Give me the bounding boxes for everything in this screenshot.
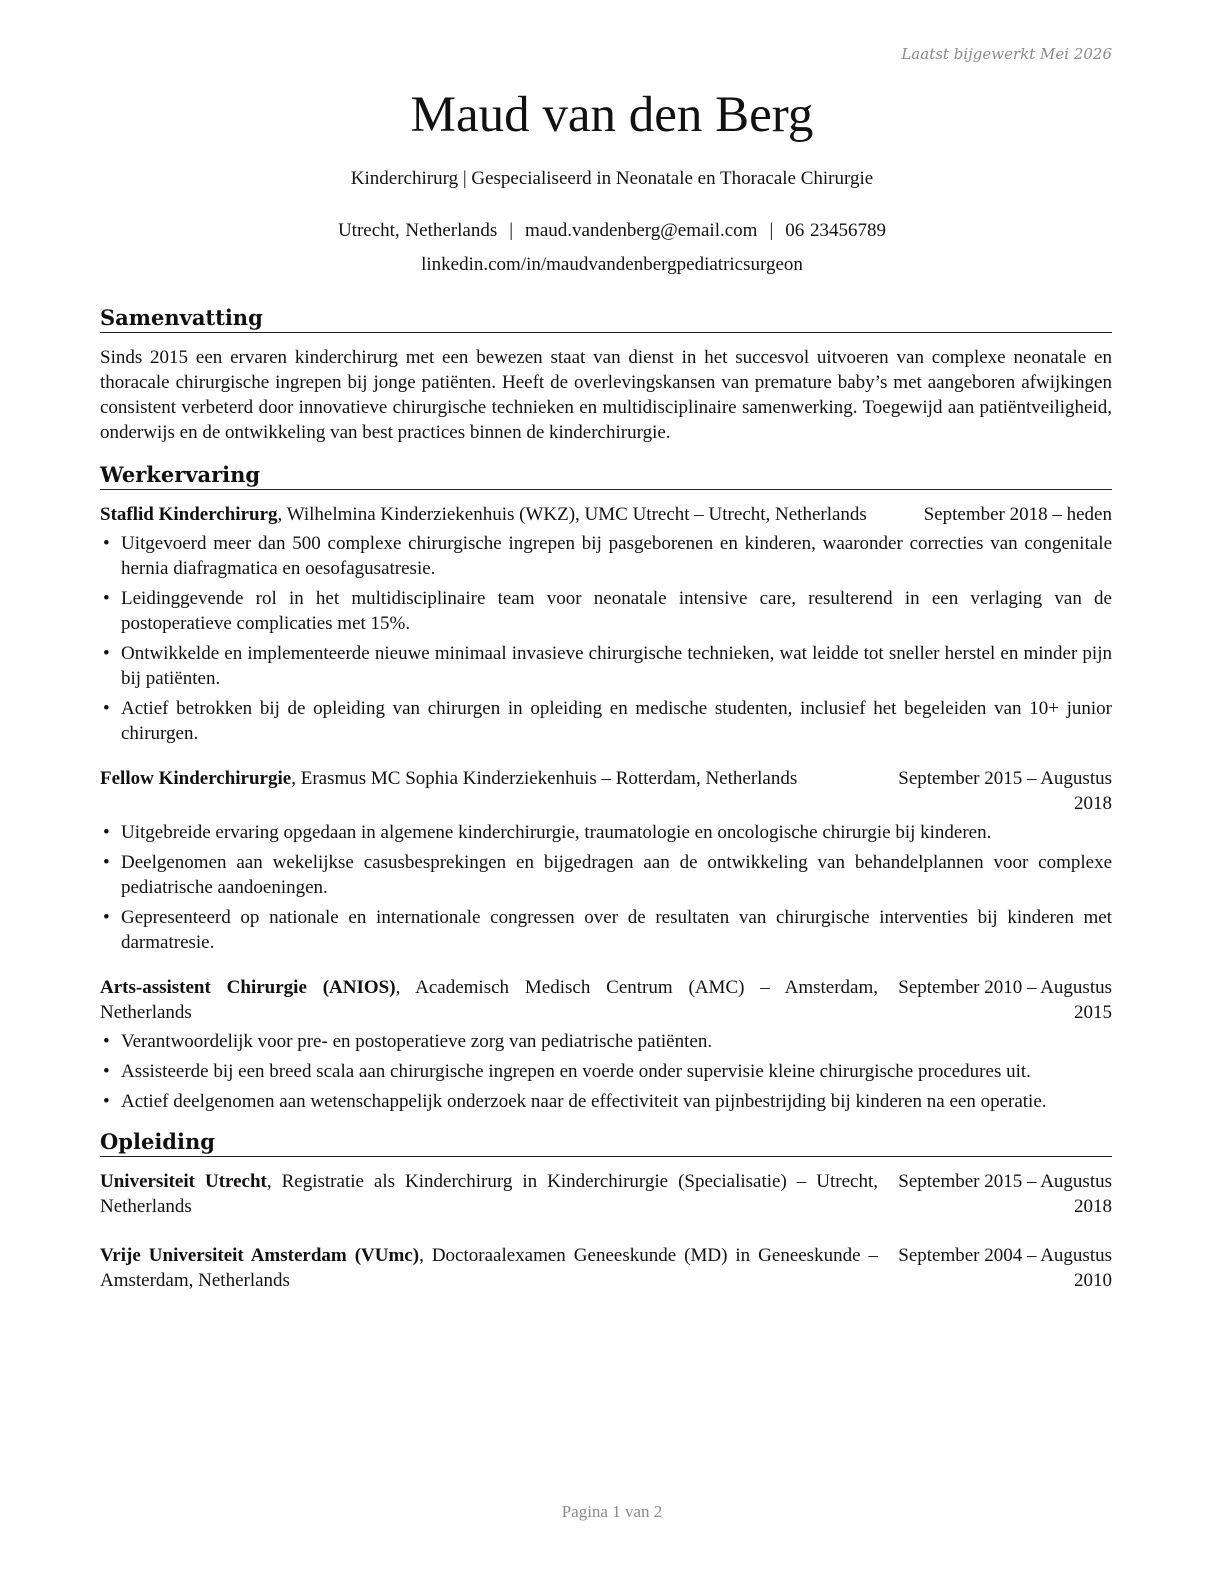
job-employer: , Academisch Medisch Centrum (AMC) – Amsterdam, Netherlands	[100, 977, 878, 1023]
job-header	[100, 975, 1112, 1025]
section-heading-summary: Samenvatting	[100, 304, 1112, 333]
education-entry	[100, 1169, 1112, 1219]
job-header	[100, 502, 1112, 527]
location-text: Utrecht, Netherlands	[337, 220, 498, 241]
list-item: • Actief deelgenomen aan wetenschappelijk onderzoek naar de effectiviteit van pijnbestrijding bij kinderen na een operatie.	[100, 1089, 1112, 1114]
education-entry	[100, 1243, 1112, 1293]
job-bullets	[100, 820, 1112, 955]
education-header	[100, 1169, 1112, 1219]
list-item: • Actief betrokken bij de opleiding van chirurgen in opleiding en medische studenten, inclusief het begeleiden van 10+ junior chirurgen.	[100, 696, 1112, 746]
list-item: • Uitgebreide ervaring opgedaan in algemene kinderchirurgie, traumatologie en oncologische chirurgie bij kinderen.	[100, 820, 1112, 845]
phone-text: 06 23456789	[785, 220, 887, 241]
job-title: Arts-assistent Chirurgie (ANIOS)	[100, 977, 396, 998]
job-entry	[100, 766, 1112, 955]
job-title: Fellow Kinderchirurgie	[100, 768, 292, 789]
job-bullets	[100, 531, 1112, 746]
job-entry	[100, 502, 1112, 746]
linkedin-link[interactable]: linkedin.com/in/maudvandenbergpediatricsurgeon	[421, 254, 803, 275]
education-line	[100, 1169, 878, 1219]
education-header	[100, 1243, 1112, 1293]
job-employer: , Erasmus MC Sophia Kinderziekenhuis – Rotterdam, Netherlands	[291, 768, 798, 789]
section-heading-education: Opleiding	[100, 1128, 1112, 1157]
job-dates: September 2018 – heden	[923, 504, 1112, 525]
page-number: Pagina 1 van 2	[561, 1502, 663, 1521]
contact-line	[0, 220, 1224, 242]
school-name: Vrije Universiteit Amsterdam (VUmc)	[100, 1245, 420, 1266]
list-item: • Uitgevoerd meer dan 500 complexe chirurgische ingrepen bij pasgeborenen en kinderen, waaronder correcties van congenitale hernia diafragmatica en oesofagusatresie.	[100, 531, 1112, 581]
list-item: • Leidinggevende rol in het multidisciplinaire team voor neonatale intensive care, resulterend in een verlaging van de postoperatieve complicaties met 15%.	[100, 586, 1112, 636]
list-item: • Verantwoordelijk voor pre- en postoperatieve zorg van pediatrische patiënten.	[100, 1029, 1112, 1054]
job-title-line	[100, 766, 878, 791]
list-item: • Deelgenomen aan wekelijkse casusbesprekingen en bijgedragen aan de ontwikkeling van behandelplannen voor complexe pediatrische aandoeningen.	[100, 850, 1112, 900]
candidate-name: Maud van den Berg	[410, 87, 814, 143]
job-entry	[100, 975, 1112, 1114]
education-dates: September 2015 – Augustus 2018	[898, 1171, 1112, 1217]
separator: |	[509, 220, 514, 241]
resume-body	[100, 304, 1112, 1305]
last-updated-note: Laatst bijgewerkt Mei 2026	[901, 45, 1112, 63]
list-item: • Ontwikkelde en implementeerde nieuwe minimaal invasieve chirurgische technieken, wat leidde tot sneller herstel en minder pijn bij patiënten.	[100, 641, 1112, 691]
education-dates: September 2004 – Augustus 2010	[898, 1245, 1112, 1291]
job-dates: September 2015 – Augustus 2018	[898, 768, 1112, 814]
school-name: Universiteit Utrecht	[100, 1171, 267, 1192]
job-employer: , Wilhelmina Kinderziekenhuis (WKZ), UMC Utrecht – Utrecht, Netherlands	[277, 504, 867, 525]
summary-text: Sinds 2015 een ervaren kinderchirurg met een bewezen staat van dienst in het succesvol uitvoeren van complexe neonatale en thoracale chirurgische ingrepen bij jonge patiënten. Heeft de overlevingskansen van premature baby’s met aangeboren afwijkingen consistent verbeterd door innovatieve chirurgische technieken en multidisciplinaire samenwerking. Toegewijd aan patiëntveiligheid, onderwijs en de ontwikkeling van best practices binnen de kinderchirurgie.	[100, 347, 1112, 443]
job-title: Staflid Kinderchirurg	[100, 504, 278, 525]
separator: |	[769, 220, 774, 241]
job-title-line	[100, 975, 878, 1025]
list-item: • Gepresenteerd op nationale en internationale congressen over de resultaten van chirurgische interventies bij kinderen met darmatresie.	[100, 905, 1112, 955]
education-line	[100, 1243, 878, 1293]
degree-detail: , Doctoraalexamen Geneeskunde (MD) in Geneeskunde – Amsterdam, Netherlands	[100, 1245, 879, 1291]
degree-detail: , Registratie als Kinderchirurg in Kinderchirurgie (Specialisatie) – Utrecht, Netherlands	[100, 1171, 878, 1217]
list-item: • Assisteerde bij een breed scala aan chirurgische ingrepen en voerde onder supervisie kleine chirurgische procedures uit.	[100, 1059, 1112, 1084]
job-header	[100, 766, 1112, 816]
job-title-line	[100, 502, 893, 527]
headline: Kinderchirurg | Gespecialiseerd in Neonatale en Thoracale Chirurgie	[350, 168, 874, 189]
email-link[interactable]: maud.vandenberg@email.com	[525, 220, 758, 241]
job-dates: September 2010 – Augustus 2015	[898, 977, 1112, 1023]
job-bullets	[100, 1029, 1112, 1114]
section-heading-experience: Werkervaring	[100, 461, 1112, 490]
